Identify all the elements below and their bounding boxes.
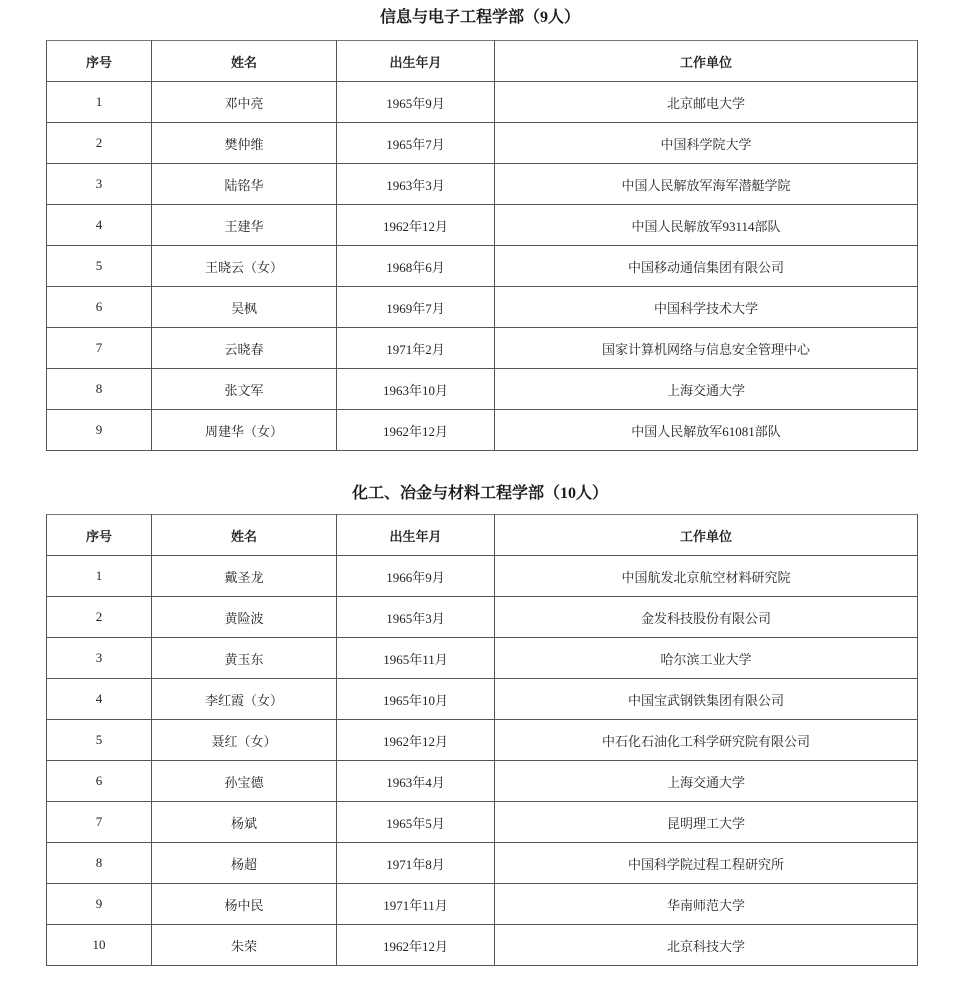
cell-name: 朱荣: [152, 925, 337, 966]
cell-no: 5: [47, 720, 152, 761]
cell-org: 中国人民解放军93114部队: [495, 205, 918, 246]
header-no: 序号: [47, 515, 152, 556]
cell-name: 张文军: [152, 369, 337, 410]
cell-name: 聂红（女）: [152, 720, 337, 761]
cell-birth: 1962年12月: [337, 720, 495, 761]
cell-birth: 1965年3月: [337, 597, 495, 638]
cell-org: 国家计算机网络与信息安全管理中心: [495, 328, 918, 369]
cell-birth: 1962年12月: [337, 410, 495, 451]
cell-no: 7: [47, 802, 152, 843]
cell-no: 2: [47, 123, 152, 164]
cell-no: 3: [47, 164, 152, 205]
cell-org: 金发科技股份有限公司: [495, 597, 918, 638]
cell-org: 中国科学技术大学: [495, 287, 918, 328]
cell-no: 1: [47, 82, 152, 123]
cell-org: 哈尔滨工业大学: [495, 638, 918, 679]
cell-name: 杨中民: [152, 884, 337, 925]
table-row: [47, 761, 918, 802]
section-title-chem-metal-materials: 化工、冶金与材料工程学部（10人）: [351, 485, 608, 502]
cell-name: 杨超: [152, 843, 337, 884]
cell-org: 中石化石油化工科学研究院有限公司: [495, 720, 918, 761]
table-row: [47, 802, 918, 843]
cell-org: 中国航发北京航空材料研究院: [495, 556, 918, 597]
cell-birth: 1965年10月: [337, 679, 495, 720]
table-row: [47, 328, 918, 369]
table-row: [47, 679, 918, 720]
table-header-row: [47, 41, 918, 82]
cell-name: 王晓云（女）: [152, 246, 337, 287]
table-row: [47, 410, 918, 451]
cell-birth: 1965年11月: [337, 638, 495, 679]
cell-no: 7: [47, 328, 152, 369]
table-row: [47, 720, 918, 761]
cell-name: 杨斌: [152, 802, 337, 843]
table-row: [47, 287, 918, 328]
cell-name: 李红霞（女）: [152, 679, 337, 720]
cell-org: 中国宝武钢铁集团有限公司: [495, 679, 918, 720]
table-row: [47, 843, 918, 884]
cell-name: 邓中亮: [152, 82, 337, 123]
cell-name: 黄玉东: [152, 638, 337, 679]
header-org: 工作单位: [495, 41, 918, 82]
table-row: [47, 164, 918, 205]
cell-name: 樊仲维: [152, 123, 337, 164]
cell-name: 吴枫: [152, 287, 337, 328]
header-no: 序号: [47, 41, 152, 82]
cell-name: 云晓春: [152, 328, 337, 369]
cell-birth: 1963年3月: [337, 164, 495, 205]
cell-birth: 1965年7月: [337, 123, 495, 164]
header-org: 工作单位: [495, 515, 918, 556]
table-row: [47, 597, 918, 638]
table-row: [47, 82, 918, 123]
cell-birth: 1963年10月: [337, 369, 495, 410]
roster-table-chem-metal-materials: [46, 514, 918, 966]
cell-name: 黄险波: [152, 597, 337, 638]
cell-org: 中国科学院大学: [495, 123, 918, 164]
cell-no: 10: [47, 925, 152, 966]
cell-org: 北京科技大学: [495, 925, 918, 966]
cell-org: 中国人民解放军61081部队: [495, 410, 918, 451]
table-row: [47, 884, 918, 925]
cell-birth: 1971年2月: [337, 328, 495, 369]
cell-birth: 1966年9月: [337, 556, 495, 597]
header-birth: 出生年月: [337, 515, 495, 556]
cell-org: 中国人民解放军海军潜艇学院: [495, 164, 918, 205]
table-body: [47, 556, 918, 966]
cell-org: 中国移动通信集团有限公司: [495, 246, 918, 287]
table-header-row: [47, 515, 918, 556]
cell-no: 3: [47, 638, 152, 679]
cell-org: 昆明理工大学: [495, 802, 918, 843]
section-title-info-electronics: 信息与电子工程学部（9人）: [379, 9, 580, 26]
cell-no: 6: [47, 287, 152, 328]
cell-name: 王建华: [152, 205, 337, 246]
cell-birth: 1971年8月: [337, 843, 495, 884]
header-name: 姓名: [152, 41, 337, 82]
cell-no: 8: [47, 843, 152, 884]
header-birth: 出生年月: [337, 41, 495, 82]
cell-name: 戴圣龙: [152, 556, 337, 597]
roster-table-info-electronics: [46, 40, 918, 451]
cell-no: 4: [47, 679, 152, 720]
cell-org: 上海交通大学: [495, 761, 918, 802]
cell-no: 2: [47, 597, 152, 638]
cell-name: 陆铭华: [152, 164, 337, 205]
header-name: 姓名: [152, 515, 337, 556]
cell-no: 1: [47, 556, 152, 597]
cell-no: 8: [47, 369, 152, 410]
cell-name: 孙宝德: [152, 761, 337, 802]
table-row: [47, 925, 918, 966]
table-row: [47, 369, 918, 410]
cell-birth: 1968年6月: [337, 246, 495, 287]
cell-org: 北京邮电大学: [495, 82, 918, 123]
cell-birth: 1969年7月: [337, 287, 495, 328]
cell-no: 9: [47, 884, 152, 925]
cell-birth: 1965年5月: [337, 802, 495, 843]
cell-birth: 1971年11月: [337, 884, 495, 925]
cell-no: 4: [47, 205, 152, 246]
cell-birth: 1962年12月: [337, 205, 495, 246]
cell-birth: 1965年9月: [337, 82, 495, 123]
cell-org: 中国科学院过程工程研究所: [495, 843, 918, 884]
table-row: [47, 205, 918, 246]
table-row: [47, 556, 918, 597]
table-row: [47, 638, 918, 679]
cell-name: 周建华（女）: [152, 410, 337, 451]
cell-birth: 1962年12月: [337, 925, 495, 966]
cell-birth: 1963年4月: [337, 761, 495, 802]
table-row: [47, 246, 918, 287]
cell-no: 6: [47, 761, 152, 802]
cell-org: 华南师范大学: [495, 884, 918, 925]
table-row: [47, 123, 918, 164]
cell-no: 5: [47, 246, 152, 287]
table-body: [47, 82, 918, 451]
cell-no: 9: [47, 410, 152, 451]
cell-org: 上海交通大学: [495, 369, 918, 410]
